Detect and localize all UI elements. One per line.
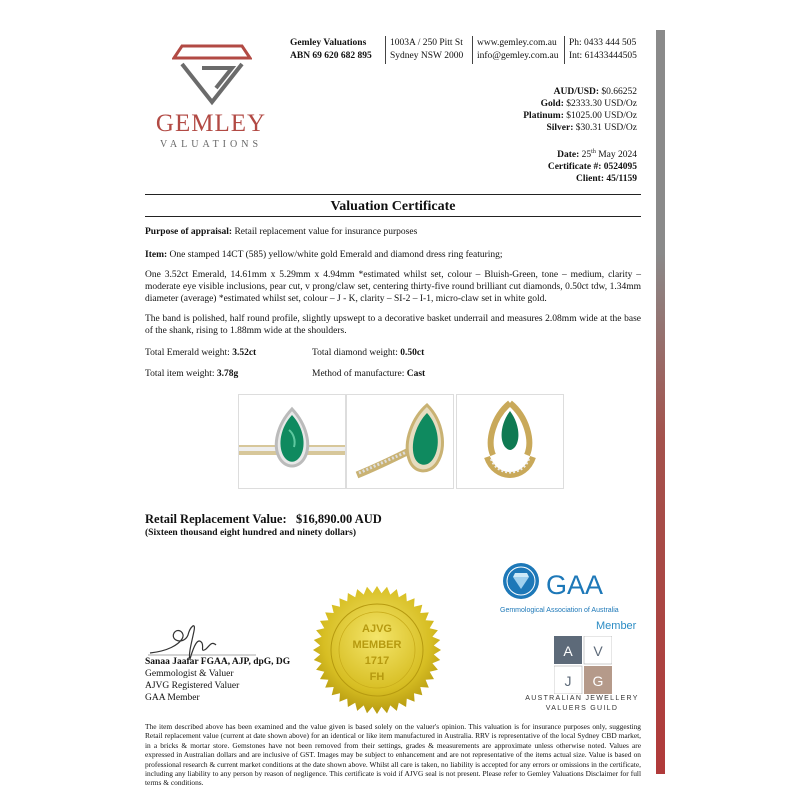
header-divider — [385, 36, 386, 64]
purpose-line — [145, 226, 641, 238]
emerald-weight-label: Total Emerald weight: — [145, 348, 230, 358]
valuer-role-1: Gemmologist & Valuer — [145, 669, 234, 679]
company-name: Gemley Valuations — [290, 38, 367, 48]
header-company-block — [290, 37, 372, 63]
brand-name: GEMLEY — [155, 110, 267, 137]
emerald-weight-value: 3.52ct — [232, 348, 257, 358]
address-line1: 1003A / 250 Pitt St — [390, 38, 463, 48]
client-number: 45/1159 — [606, 174, 637, 185]
emerald-weight — [145, 348, 256, 358]
purpose-label: Purpose of appraisal: — [145, 227, 233, 237]
company-abn: ABN 69 620 682 895 — [290, 51, 372, 61]
header-phone-block — [569, 37, 637, 63]
manufacture-method-value: Cast — [406, 369, 426, 379]
ajvg-letter-g: G — [592, 673, 604, 689]
header-divider — [472, 36, 473, 64]
ring-photo-front — [238, 394, 346, 489]
ring-photo-side — [346, 394, 454, 489]
header-web-block — [477, 37, 558, 63]
seal-line-1: AJVG — [362, 623, 392, 635]
client-label: Client: — [576, 174, 604, 185]
silver-label: Silver: — [546, 123, 574, 133]
brand-subtitle: VALUATIONS — [159, 139, 263, 150]
date-day: 25 — [581, 150, 592, 161]
platinum-value: $1025.00 USD/Oz — [566, 111, 637, 121]
website-link[interactable]: www.gemley.com.au — [477, 38, 557, 48]
address-line2: Sydney NSW 2000 — [390, 51, 464, 61]
seal-line-3: 1717 — [364, 655, 390, 667]
valuer-role-3: GAA Member — [145, 693, 200, 703]
top-rule — [145, 194, 641, 195]
item-label: Item: — [145, 250, 168, 260]
retail-value-amount: $16,890.00 AUD — [296, 512, 382, 526]
ajvg-caption-line-2: VALUERS GUILD — [545, 705, 619, 712]
valuer-name: Sanaa Jaafar FGAA, AJP, dpG, DG — [145, 657, 291, 667]
platinum-label: Platinum: — [523, 111, 564, 121]
band-paragraph: The band is polished, half round profile, slightly upswept to a decorative basket underrail and measures 2.08mm wide at the base of the shank, rising to 1.88mm wide at the shoulders. — [145, 314, 641, 336]
metal-rates — [480, 86, 637, 134]
ajvg-letter-a: A — [563, 643, 573, 659]
manufacture-method — [312, 369, 425, 379]
aud-usd-value: $0.66252 — [601, 87, 637, 97]
page-title: Valuation Certificate — [330, 199, 456, 214]
gaa-abbr: GAA — [546, 570, 604, 600]
retail-value-label: Retail Replacement Value: — [145, 512, 287, 526]
gemley-logo-icon — [172, 44, 252, 106]
title-rule — [145, 216, 641, 217]
gaa-full-name: Gemmological Association of Australia — [500, 607, 619, 614]
gaa-logo-icon — [500, 560, 635, 618]
valuer-details — [145, 656, 290, 704]
date-suffix: th — [591, 149, 596, 155]
aud-usd-label: AUD/USD: — [553, 87, 599, 97]
header-divider — [564, 36, 565, 64]
side-accent-bar — [656, 30, 665, 774]
ajvg-caption-line-1: AUSTRALIAN JEWELLERY — [525, 695, 639, 702]
item-weight — [145, 369, 238, 379]
diamond-weight-value: 0.50ct — [400, 348, 425, 358]
diamond-weight — [312, 348, 424, 358]
gold-value: $2333.30 USD/Oz — [566, 99, 637, 109]
certificate-meta — [480, 146, 637, 185]
certificate-label: Certificate #: — [547, 162, 602, 173]
purpose-text: Retail replacement value for insurance purposes — [234, 227, 418, 237]
certificate-number: 0524095 — [603, 162, 637, 173]
header-address-block — [390, 37, 463, 63]
ajvg-logo-icon — [554, 636, 612, 694]
phone-number: Ph: 0433 444 505 — [569, 38, 637, 48]
retail-value-line — [145, 512, 382, 527]
item-text: One stamped 14CT (585) yellow/white gold Emerald and diamond dress ring featuring; — [169, 250, 503, 260]
ring-photo-back — [456, 394, 564, 489]
diamond-weight-label: Total diamond weight: — [312, 348, 398, 358]
ajvg-gold-seal-icon — [312, 585, 442, 715]
ajvg-letter-v: V — [593, 643, 603, 659]
item-line — [145, 249, 641, 261]
gaa-member-label: Member — [596, 620, 637, 632]
retail-value-words: (Sixteen thousand eight hundred and ninety dollars) — [145, 528, 356, 538]
seal-line-2: MEMBER — [352, 639, 402, 651]
manufacture-method-label: Method of manufacture: — [312, 369, 405, 379]
seal-line-4: FH — [369, 671, 385, 683]
description-paragraph: One 3.52ct Emerald, 14.61mm x 5.29mm x 4.94mm *estimated whilst set, colour – Bluish-Green, tone – medium, clarity – moderate eye visible inclusions, pear cut, v prong/claw set, centering thirty-five round brilliant cut diamonds, 0.50ct tdw, 1.34mm diameter (average) *estimated whilst set, colour – J - K, clarity – SI-2 – I-1, micro-claw set in white gold. — [145, 270, 641, 304]
item-weight-value: 3.78g — [216, 369, 239, 379]
ajvg-letter-j: J — [564, 673, 572, 689]
email-link[interactable]: info@gemley.com.au — [477, 51, 559, 61]
intl-number: Int: 61433444505 — [569, 51, 637, 61]
gold-label: Gold: — [540, 99, 564, 109]
date-label: Date: — [557, 150, 580, 161]
date-rest: May 2024 — [598, 150, 637, 161]
ajvg-caption — [512, 694, 652, 714]
disclaimer-footer: The item described above has been examined and the value given is based solely on the valuer's opinion. This valuation is for insurance purposes only, suggesting Retail replacement value (current at date shown above) for an identical or like item manufactured in Australia. RRV is representative of the local Sydney CBD market, in a bricks & mortar store. Gemstones have not been removed from their settings, grades & measurements are approximate unless otherwise noted. Values are expressed in Australian dollars and are inclusive of GST. Images may be subject to enhancement and are not representative of the items actual size. Value is based on professional research & current market conditions at the date shown above. Whilst all care is taken, no liability is accepted for any errors or omissions in the certificate, including any liability to any person by reason of negligence. This certificate is void if AJVG seal is not present. Please refer to Gemley Valuations Disclaimer for full terms & conditions. — [145, 722, 641, 788]
item-weight-label: Total item weight: — [145, 369, 215, 379]
silver-value: $30.31 USD/Oz — [575, 123, 637, 133]
valuer-role-2: AJVG Registered Valuer — [145, 681, 240, 691]
